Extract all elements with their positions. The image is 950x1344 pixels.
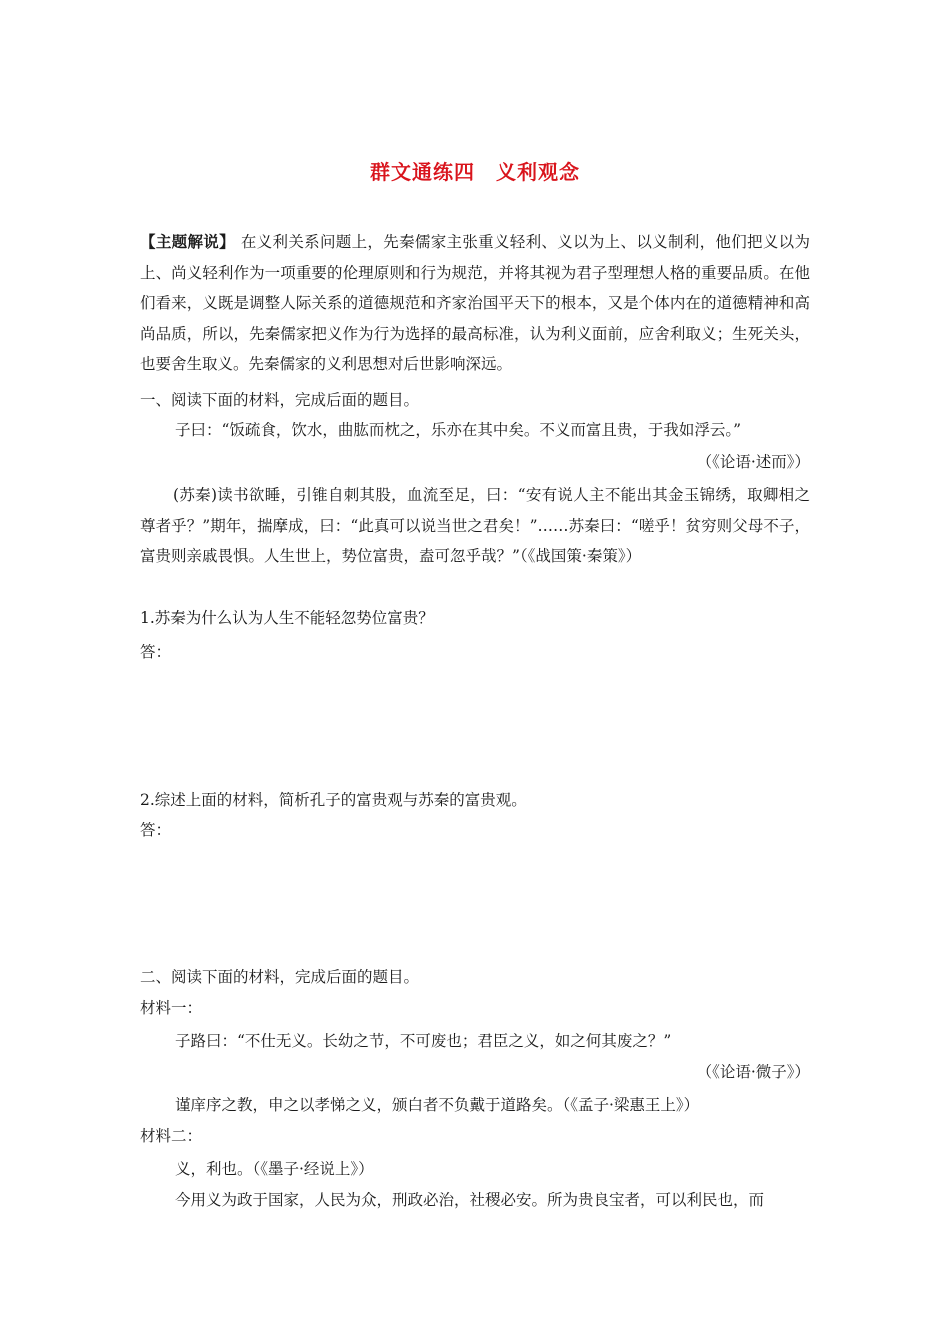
material-1-source1: （《论语·微子》）: [696, 1063, 810, 1081]
section1-quote2: (苏秦)读书欲睡，引锥自刺其股，血流至足，曰：“安有说人主不能出其金玉锦绣，取卿相之尊者乎？”期年，揣摩成，曰：“此真可以说当世之君矣！”……苏秦曰：“嗟乎！贫穷则父母不子，富贵则亲戚畏惧。人生世上，势位富贵，盍可忽乎哉？”（《战国策·秦策》）: [140, 486, 810, 565]
material-1-quote1: 子路曰：“不仕无义。长幼之节，不可废也；君臣之义，如之何其废之？”: [175, 1032, 672, 1050]
answer-1-label: 答：: [140, 643, 172, 661]
section1-quote1: 子曰：“饭疏食，饮水，曲肱而枕之，乐亦在其中矣。不义而富且贵，于我如浮云。”: [175, 421, 742, 439]
intro-paragraph: [140, 227, 810, 380]
page-title: 群文通练四 义利观念: [370, 160, 580, 184]
section2-heading: 二、阅读下面的材料，完成后面的题目。: [140, 968, 420, 986]
intro-text: 在义利关系问题上，先秦儒家主张重义轻利、义以为上、以义制利，他们把义以为上、尚义轻利作为一项重要的伦理原则和行为规范，并将其视为君子型理想人格的重要品质。在他们看来，义既是调整人际关系的道德规范和齐家治国平天下的根本，又是个体内在的道德精神和高尚品质，所以，先秦儒家把义作为行为选择的最高标准，认为利义面前，应舍利取义；生死关头，也要舍生取义。先秦儒家的义利思想对后世影响深远。: [140, 233, 810, 373]
material-1-label: 材料一：: [140, 999, 203, 1017]
material-1-quote2: 谨庠序之教，申之以孝悌之义，颁白者不负戴于道路矣。（《孟子·梁惠王上》）: [175, 1096, 700, 1114]
question-1: 1.苏秦为什么认为人生不能轻忽势位富贵？: [140, 609, 434, 627]
answer-2-label: 答：: [140, 821, 172, 839]
section1-source1: （《论语·述而》）: [696, 453, 810, 471]
material-2-quote1: 义，利也。（《墨子·经说上》）: [175, 1160, 374, 1178]
intro-label: 【主题解说】: [140, 232, 235, 251]
material-2-label: 材料二：: [140, 1127, 203, 1145]
material-2-quote2: 今用义为政于国家，人民为众，刑政必治，社稷必安。所为贵良宝者，可以利民也，而: [175, 1191, 765, 1209]
section1-heading: 一、阅读下面的材料，完成后面的题目。: [140, 391, 420, 409]
question-2: 2.综述上面的材料，简析孔子的富贵观与苏秦的富贵观。: [140, 791, 527, 809]
